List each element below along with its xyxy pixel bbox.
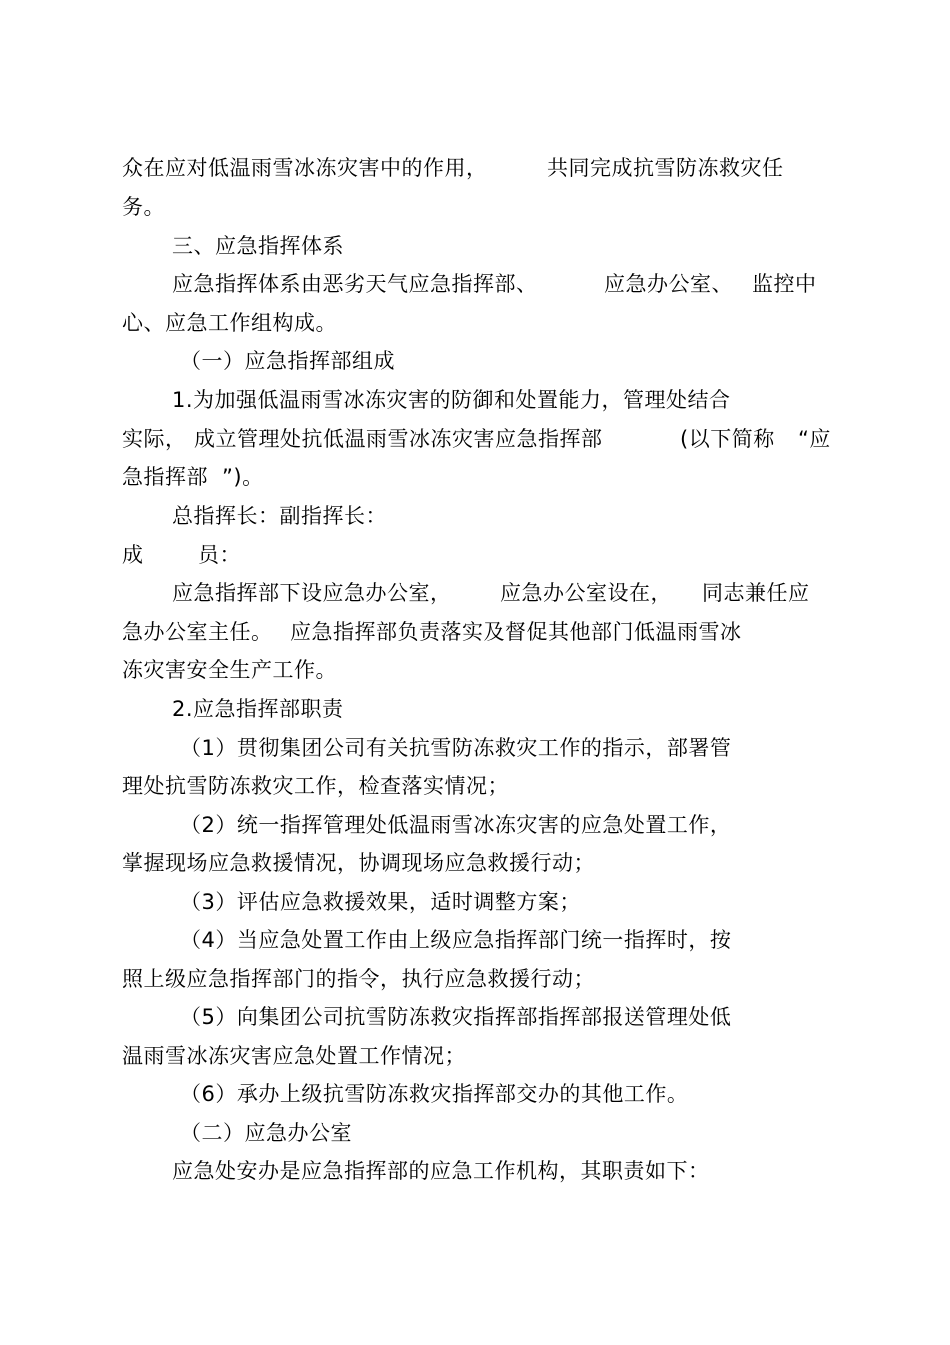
text-segment: 众在应对低温雨雪冰冻灾害中的作用，	[122, 156, 488, 180]
text-segment: 总指挥长：副指挥长：	[172, 504, 387, 528]
text-segment: （2）统一指挥管理处低温雨雪冰冻灾害的应急处置工作，	[180, 813, 732, 837]
text-segment: 照上级应急指挥部门的指令，执行应急救援行动；	[122, 967, 595, 991]
text-segment: 1.为加强低温雨雪冰冻灾害的防御和处置能力，管理处结合	[172, 388, 731, 412]
text-segment: 心、应急工作组构成。	[122, 311, 337, 335]
text-segment: ”)。	[222, 465, 264, 489]
text-segment: 同志兼任应	[702, 581, 810, 605]
text-segment: 急办公室主任。	[122, 620, 273, 644]
text-segment: 理处抗雪防冻救灾工作，检查落实情况；	[122, 774, 509, 798]
text-segment: （6）承办上级抗雪防冻救灾指挥部交办的其他工作。	[180, 1082, 689, 1106]
text-segment: 监控中	[752, 272, 817, 296]
text-segment: 成	[122, 543, 144, 567]
text-segment: 员：	[198, 543, 241, 567]
text-segment: 共同完成抗雪防冻救灾任	[547, 156, 784, 180]
text-segment: 急指挥部	[122, 465, 208, 489]
text-segment: 冻灾害安全生产工作。	[122, 658, 337, 682]
text-segment: 2.应急指挥部职责	[172, 697, 344, 721]
text-segment: 务。	[122, 195, 165, 219]
text-segment: （4）当应急处置工作由上级应急指挥部门统一指挥时，按	[180, 928, 732, 952]
text-segment: （二）应急办公室	[180, 1121, 352, 1145]
text-segment: （3）评估应急救援效果，适时调整方案；	[180, 890, 581, 914]
text-segment: 应急办公室、	[604, 272, 733, 296]
text-segment: （一）应急指挥部组成	[180, 349, 395, 373]
text-segment: “应	[798, 427, 831, 451]
text-segment: 应急办公室设在，	[500, 581, 672, 605]
text-segment: 实际，	[122, 427, 187, 451]
text-segment: 应急处安办是应急指挥部的应急工作机构，其职责如下：	[172, 1159, 710, 1183]
text-segment: 应急指挥体系由恶劣天气应急指挥部、	[172, 272, 538, 296]
text-segment: (以下简称	[680, 427, 775, 451]
text-segment: 应急指挥部负责落实及督促其他部门低温雨雪冰	[290, 620, 742, 644]
text-segment: 成立管理处抗低温雨雪冰冻灾害应急指挥部	[194, 427, 603, 451]
text-segment: 温雨雪冰冻灾害应急处置工作情况；	[122, 1044, 466, 1068]
text-segment: 应急指挥部下设应急办公室，	[172, 581, 452, 605]
text-segment: 三、应急指挥体系	[172, 234, 344, 258]
text-segment: （1）贯彻集团公司有关抗雪防冻救灾工作的指示，部署管	[180, 736, 732, 760]
text-segment: 掌握现场应急救援情况，协调现场应急救援行动；	[122, 851, 595, 875]
text-segment: （5）向集团公司抗雪防冻救灾指挥部指挥部报送管理处低	[180, 1005, 732, 1029]
